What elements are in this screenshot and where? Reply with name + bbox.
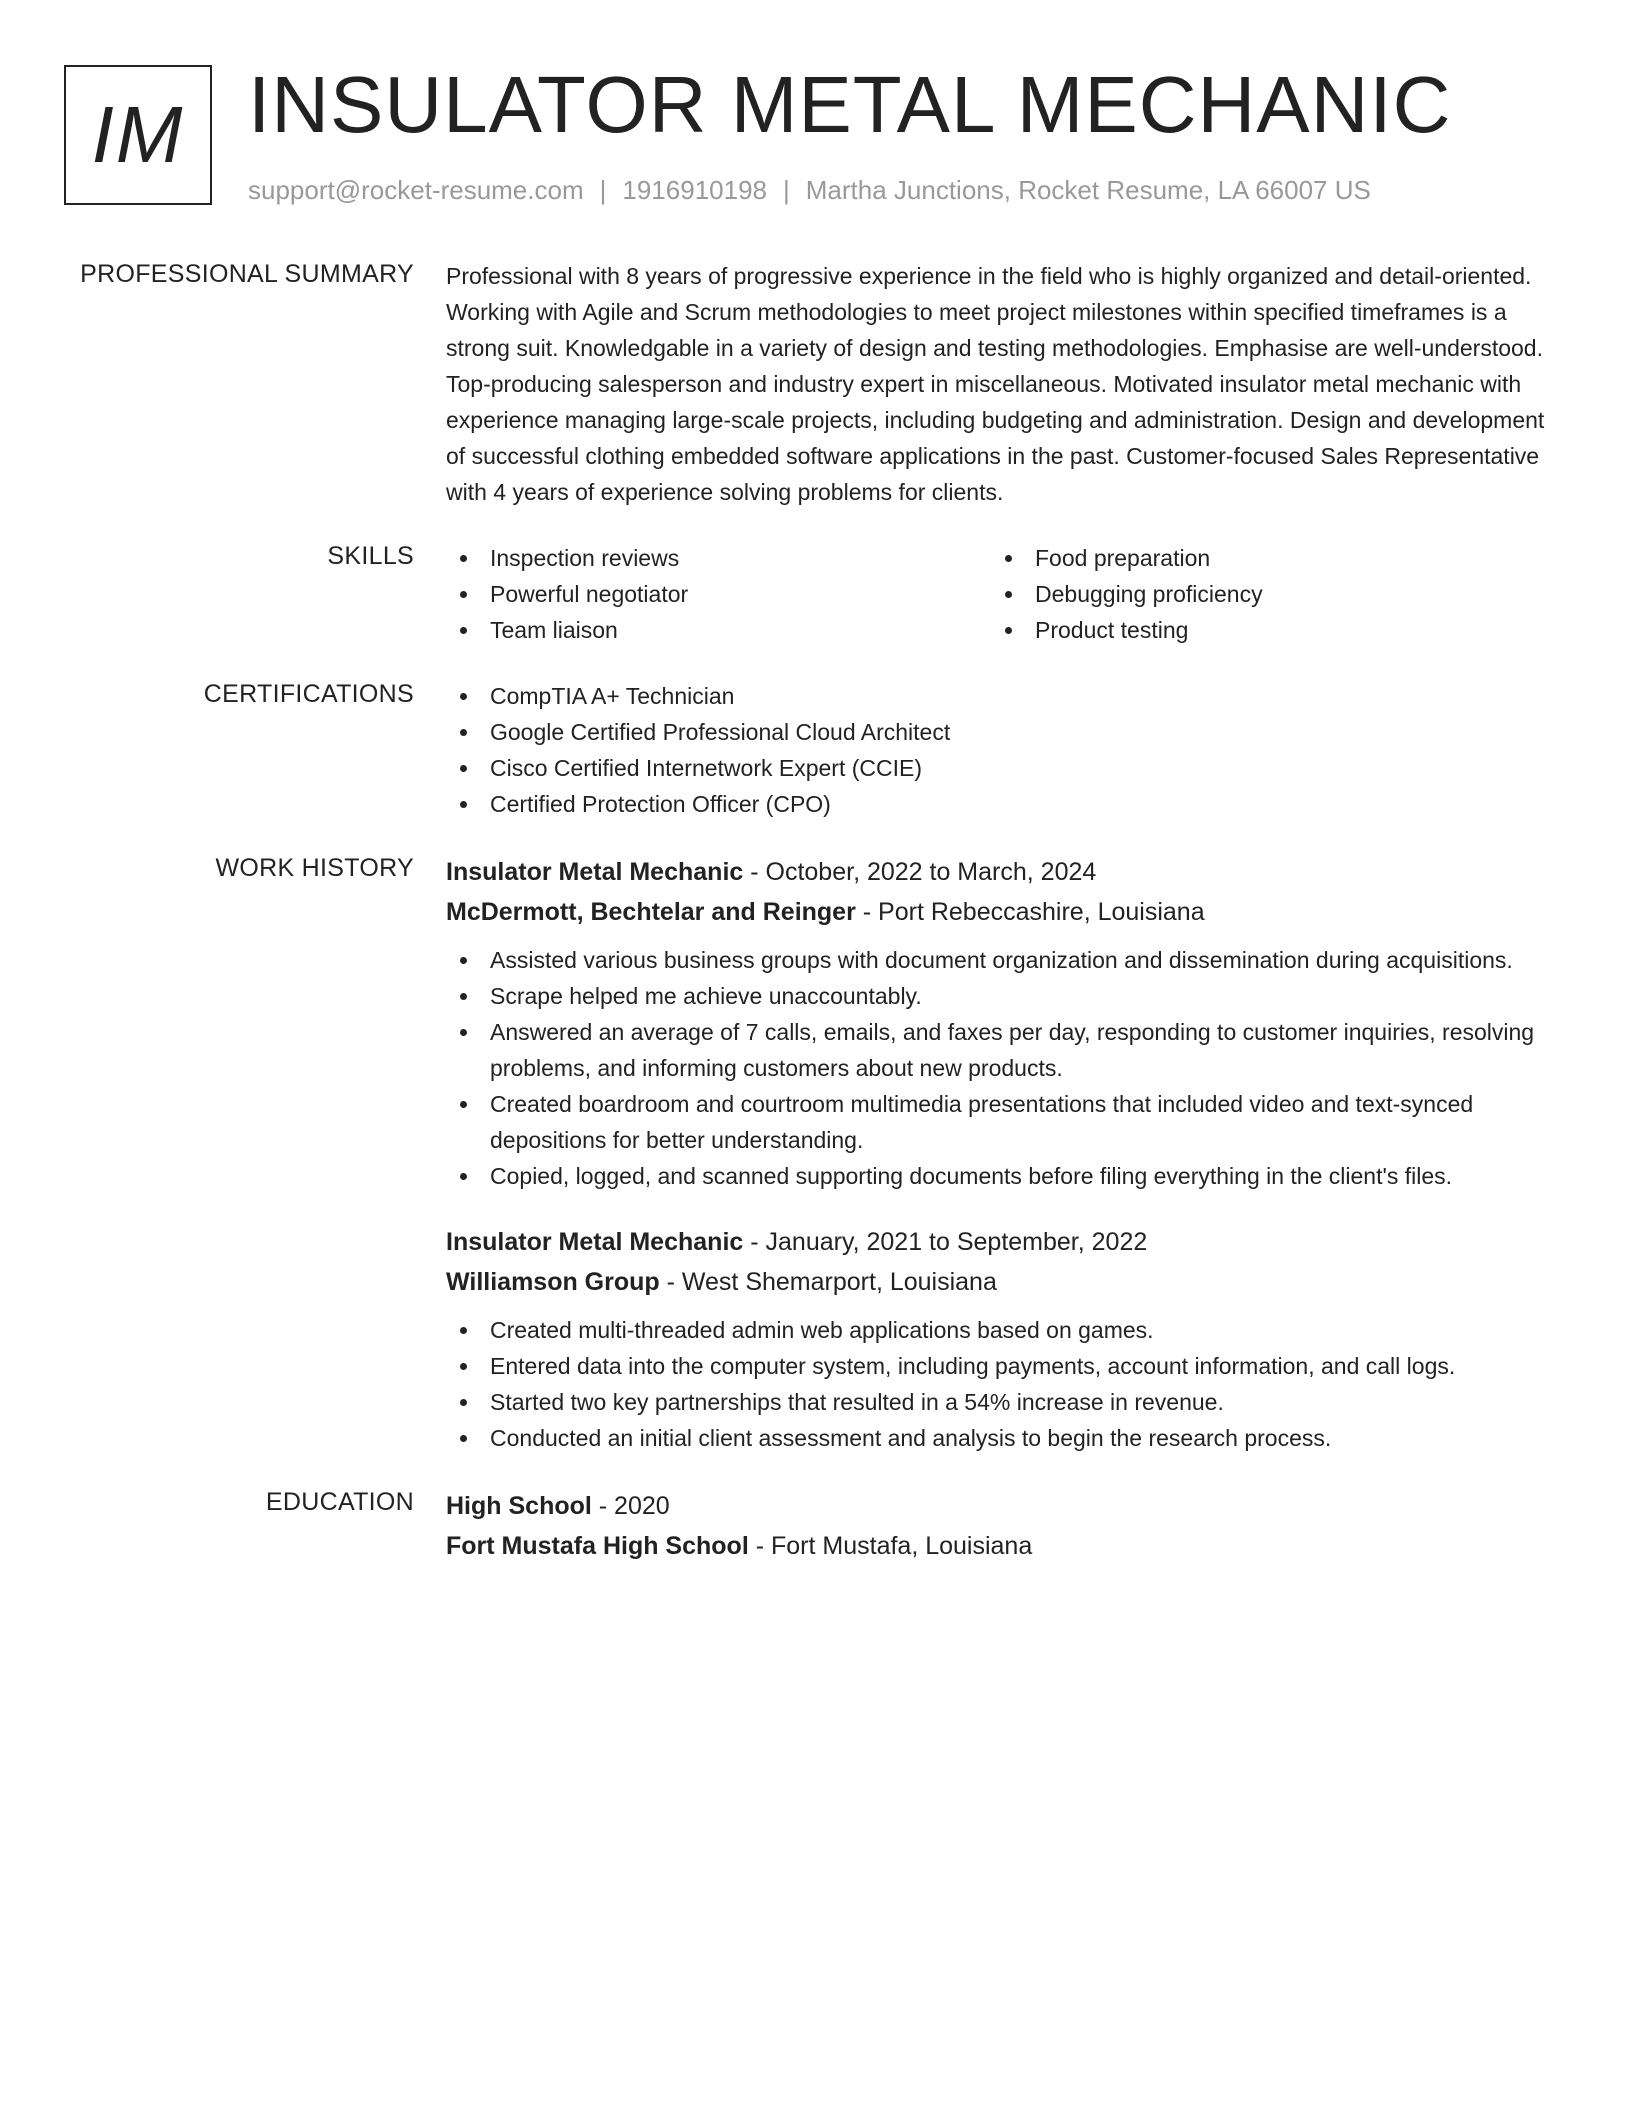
job-title-line bbox=[446, 852, 1558, 892]
section-label: SKILLS bbox=[327, 542, 414, 570]
contact-address: Martha Junctions, Rocket Resume, LA 66007 US bbox=[805, 175, 1371, 205]
contact-email: support@rocket-resume.com bbox=[248, 175, 584, 205]
certification-item: CompTIA A+ Technician bbox=[446, 678, 1558, 714]
section-body bbox=[446, 852, 1558, 1456]
education-degree: High School bbox=[446, 1492, 592, 1520]
job-bullet: Answered an average of 7 calls, emails, and faxes per day, responding to customer inquiries, resolving problems, and informing customers about new products. bbox=[446, 1014, 1558, 1086]
skill-item: Team liaison bbox=[446, 612, 991, 648]
summary-section bbox=[64, 258, 1564, 510]
contact-line bbox=[248, 175, 1371, 206]
section-body bbox=[446, 1486, 1558, 1566]
contact-separator: | bbox=[783, 175, 790, 205]
skills-section bbox=[64, 540, 1564, 648]
job-bullet: Assisted various business groups with document organization and dissemination during acquisitions. bbox=[446, 942, 1558, 978]
section-body bbox=[446, 258, 1558, 510]
job-title-line bbox=[446, 1222, 1558, 1262]
section-label: CERTIFICATIONS bbox=[203, 680, 414, 708]
job-bullet-list bbox=[446, 942, 1558, 1194]
job-location: - West Shemarport, Louisiana bbox=[659, 1268, 997, 1296]
job-bullet: Copied, logged, and scanned supporting documents before filing everything in the client's files. bbox=[446, 1158, 1558, 1194]
education-location: - Fort Mustafa, Louisiana bbox=[748, 1532, 1033, 1560]
certification-item: Cisco Certified Internetwork Expert (CCIE) bbox=[446, 750, 1558, 786]
job-title: Insulator Metal Mechanic bbox=[446, 1228, 744, 1256]
job-company: Williamson Group bbox=[446, 1268, 660, 1296]
section-label: WORK HISTORY bbox=[215, 854, 414, 882]
section-label: EDUCATION bbox=[265, 1488, 414, 1516]
job-bullet: Conducted an initial client assessment and analysis to begin the research process. bbox=[446, 1420, 1558, 1456]
section-label: PROFESSIONAL SUMMARY bbox=[80, 260, 414, 288]
job-entry bbox=[446, 852, 1558, 1194]
skill-item: Debugging proficiency bbox=[991, 576, 1536, 612]
certifications-section bbox=[64, 678, 1564, 822]
skill-item: Food preparation bbox=[991, 540, 1536, 576]
section-body bbox=[446, 678, 1558, 822]
job-location: - Port Rebeccashire, Louisiana bbox=[855, 898, 1205, 926]
resume-sections bbox=[64, 258, 1564, 1596]
job-bullet: Entered data into the computer system, including payments, account information, and call logs. bbox=[446, 1348, 1558, 1384]
certification-item: Google Certified Professional Cloud Architect bbox=[446, 714, 1558, 750]
job-company-line bbox=[446, 1262, 1558, 1302]
work-history-section bbox=[64, 852, 1564, 1456]
job-company-line bbox=[446, 892, 1558, 932]
job-company: McDermott, Bechtelar and Reinger bbox=[446, 898, 856, 926]
section-body bbox=[446, 540, 1558, 648]
monogram-logo: IM bbox=[64, 65, 212, 205]
page-title: INSULATOR METAL MECHANIC bbox=[248, 60, 1452, 149]
job-dates: - October, 2022 to March, 2024 bbox=[743, 858, 1097, 886]
education-school: Fort Mustafa High School bbox=[446, 1532, 749, 1560]
skill-item: Product testing bbox=[991, 612, 1536, 648]
education-school-line bbox=[446, 1526, 1558, 1566]
skills-list bbox=[446, 540, 1558, 648]
job-title: Insulator Metal Mechanic bbox=[446, 858, 744, 886]
job-dates: - January, 2021 to September, 2022 bbox=[743, 1228, 1148, 1256]
job-bullet: Created multi-threaded admin web applications based on games. bbox=[446, 1312, 1558, 1348]
contact-separator: | bbox=[599, 175, 607, 205]
job-bullet-list bbox=[446, 1312, 1558, 1456]
skill-item: Inspection reviews bbox=[446, 540, 991, 576]
education-section bbox=[64, 1486, 1564, 1566]
resume-header bbox=[64, 60, 1564, 215]
job-bullet: Started two key partnerships that resulted in a 54% increase in revenue. bbox=[446, 1384, 1558, 1420]
certifications-list bbox=[446, 678, 1558, 822]
job-bullet: Scrape helped me achieve unaccountably. bbox=[446, 978, 1558, 1014]
education-year: - 2020 bbox=[591, 1492, 670, 1520]
summary-text: Professional with 8 years of progressive experience in the field who is highly organized and detail-oriented. Working with Agile and Scrum methodologies to meet project milestones within specified timeframes is a strong suit. Knowledgable in a variety of design and testing methodologies. Emphasise are well-understood. Top-producing salesperson and industry expert in miscellaneous. Motivated insulator metal mechanic with experience managing large-scale projects, including budgeting and administration. Design and development of successful clothing embedded software applications in the past. Customer-focused Sales Representative with 4 years of experience solving problems for clients. bbox=[446, 263, 1545, 505]
certification-item: Certified Protection Officer (CPO) bbox=[446, 786, 1558, 822]
skill-item: Powerful negotiator bbox=[446, 576, 991, 612]
education-degree-line bbox=[446, 1486, 1558, 1526]
job-entry bbox=[446, 1222, 1558, 1456]
contact-phone: 1916910198 bbox=[622, 175, 767, 205]
job-bullet: Created boardroom and courtroom multimedia presentations that included video and text-synced depositions for better understanding. bbox=[446, 1086, 1558, 1158]
